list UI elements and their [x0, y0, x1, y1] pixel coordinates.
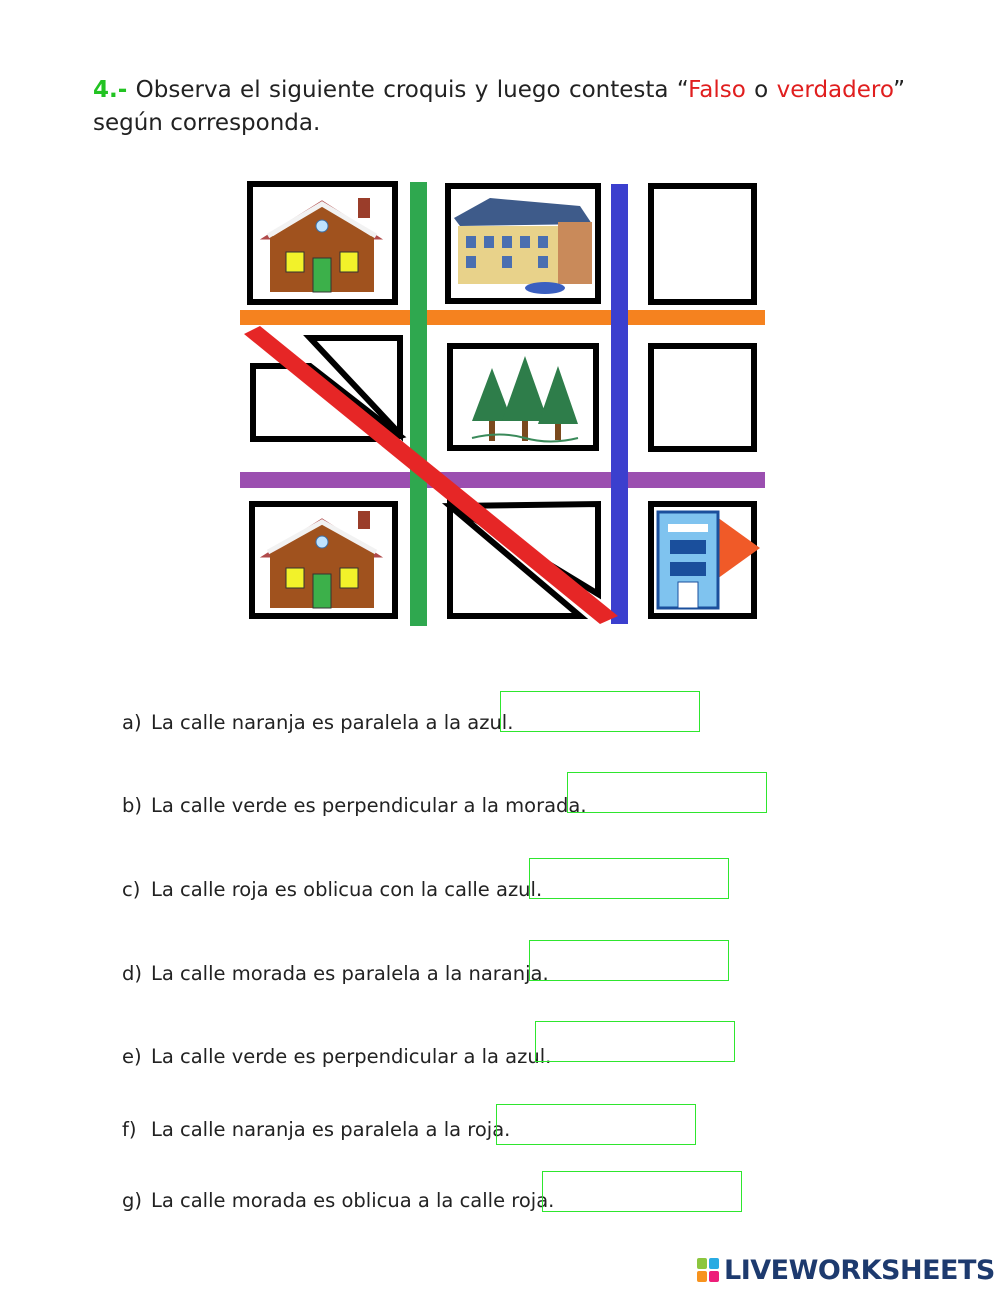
- question-d: [122, 962, 549, 985]
- falso-word: Falso: [688, 77, 746, 103]
- street-purple: [240, 472, 765, 488]
- question-b: [122, 794, 587, 817]
- instruction-part-2: ” según corresponda.: [93, 77, 906, 136]
- answer-box-e[interactable]: [535, 1021, 735, 1062]
- liveworksheets-icon: [696, 1257, 720, 1283]
- liveworksheets-logo: [696, 1255, 995, 1285]
- question-text: La calle roja es oblicua con la calle azul.: [151, 878, 543, 901]
- empty-block-middle-right: [651, 346, 754, 449]
- answer-box-g[interactable]: [542, 1171, 742, 1212]
- question-letter: d): [122, 962, 142, 985]
- brand-name: LIVEWORKSHEETS: [724, 1254, 995, 1286]
- question-letter: a): [122, 711, 142, 734]
- answer-box-c[interactable]: [529, 858, 729, 899]
- instruction-conjunction: o: [745, 77, 777, 103]
- block-trees-middle-center: [450, 346, 596, 448]
- question-letter: f): [122, 1118, 137, 1141]
- empty-block-top-right: [651, 186, 754, 302]
- question-a: [122, 711, 513, 734]
- question-g: [122, 1189, 554, 1212]
- block-shop-bottom-right: [651, 504, 760, 616]
- instruction-part-1: Observa el siguiente croquis y luego contesta “: [127, 77, 689, 103]
- street-orange: [240, 310, 765, 325]
- question-text: La calle verde es perpendicular a la morada.: [151, 794, 587, 817]
- question-letter: g): [122, 1189, 142, 1212]
- question-e: [122, 1045, 551, 1068]
- exercise-number: 4.-: [93, 77, 128, 103]
- building-icon: [454, 198, 592, 294]
- question-text: La calle morada es oblicua a la calle roja.: [151, 1189, 555, 1212]
- street-green: [410, 182, 427, 626]
- block-building-top-center: [448, 186, 598, 301]
- instruction-text: [93, 74, 905, 140]
- question-text: La calle morada es paralela a la naranja.: [151, 962, 549, 985]
- answer-box-a[interactable]: [500, 691, 700, 732]
- verdadero-word: verdadero: [776, 77, 894, 103]
- block-house-bottom-left: [252, 504, 395, 616]
- question-letter: b): [122, 794, 142, 817]
- answer-box-f[interactable]: [496, 1104, 696, 1145]
- question-c: [122, 878, 542, 901]
- answer-box-b[interactable]: [567, 772, 767, 813]
- answer-box-d[interactable]: [529, 940, 729, 981]
- street-blue: [611, 184, 628, 624]
- question-letter: c): [122, 878, 141, 901]
- question-letter: e): [122, 1045, 142, 1068]
- question-text: La calle naranja es paralela a la roja.: [151, 1118, 511, 1141]
- question-f: [122, 1118, 510, 1141]
- block-house-top-left: [250, 184, 395, 302]
- question-text: La calle verde es perpendicular a la azul.: [151, 1045, 552, 1068]
- street-sketch: [240, 176, 770, 631]
- question-text: La calle naranja es paralela a la azul.: [151, 711, 514, 734]
